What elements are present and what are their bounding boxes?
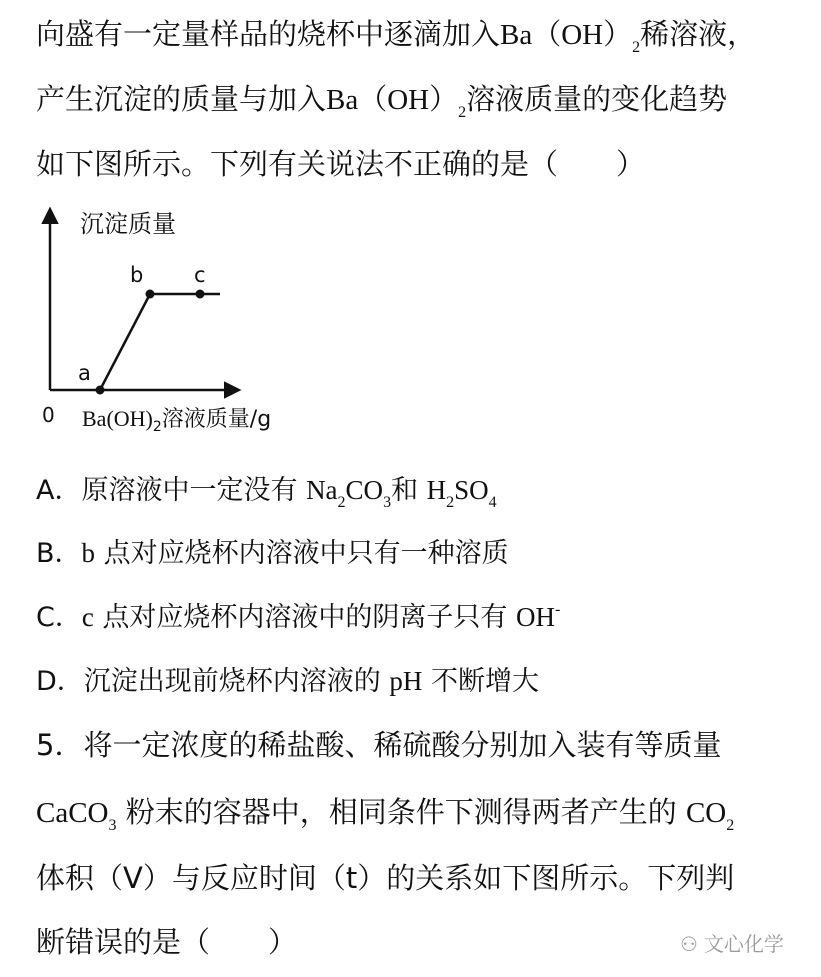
q5-line-1: 5．将一定浓度的稀盐酸、稀硫酸分别加入装有等质量 bbox=[36, 728, 722, 762]
wechat-icon: ⚇ bbox=[680, 932, 698, 956]
option-d: D．沉淀出现前烧杯内溶液的 pH 不断增大 bbox=[36, 666, 539, 697]
point-label-a: a bbox=[78, 361, 91, 385]
q5-line-3: 体积（V）与反应时间（t）的关系如下图所示。下列判 bbox=[36, 861, 735, 895]
point-c bbox=[196, 290, 205, 299]
x-axis-label: $Ba(OH)_2$溶液质量/g bbox=[82, 406, 272, 435]
q4-line-3: 如下图所示。下列有关说法不正确的是（ ） bbox=[36, 147, 646, 181]
curve-segment-a-b bbox=[100, 294, 150, 390]
q5-line-4: 断错误的是（ ） bbox=[36, 925, 298, 959]
q4-line-1: 向盛有一定量样品的烧杯中逐滴加入$Ba(OH)_2$稀溶液， bbox=[36, 17, 757, 56]
point-a bbox=[96, 386, 105, 395]
graph-curve bbox=[78, 263, 220, 395]
point-label-b: b bbox=[130, 263, 144, 287]
point-label-c: c bbox=[194, 263, 206, 287]
option-c: C．c 点对应烧杯内溶液中的阴离子只有 OH- bbox=[36, 601, 561, 633]
option-a: A．原溶液中一定没有 $Na_2CO_3$和 $H_2SO_4$ bbox=[36, 475, 497, 511]
point-b bbox=[146, 290, 155, 299]
watermark: ⚇ 文心化学 bbox=[680, 932, 784, 956]
q5-line-2: CaCO$_3$ 粉末的容器中，相同条件下测得两者产生的 $CO_2$ bbox=[36, 795, 735, 834]
y-axis-label: 沉淀质量 bbox=[80, 210, 176, 238]
origin-label: 0 bbox=[42, 403, 55, 427]
option-b: B．b 点对应烧杯内溶液中只有一种溶质 bbox=[36, 538, 509, 569]
precipitate-graph bbox=[28, 198, 328, 448]
q4-line-2: 产生沉淀的质量与加入$Ba(OH)_2$溶液质量的变化趋势 bbox=[36, 82, 728, 121]
